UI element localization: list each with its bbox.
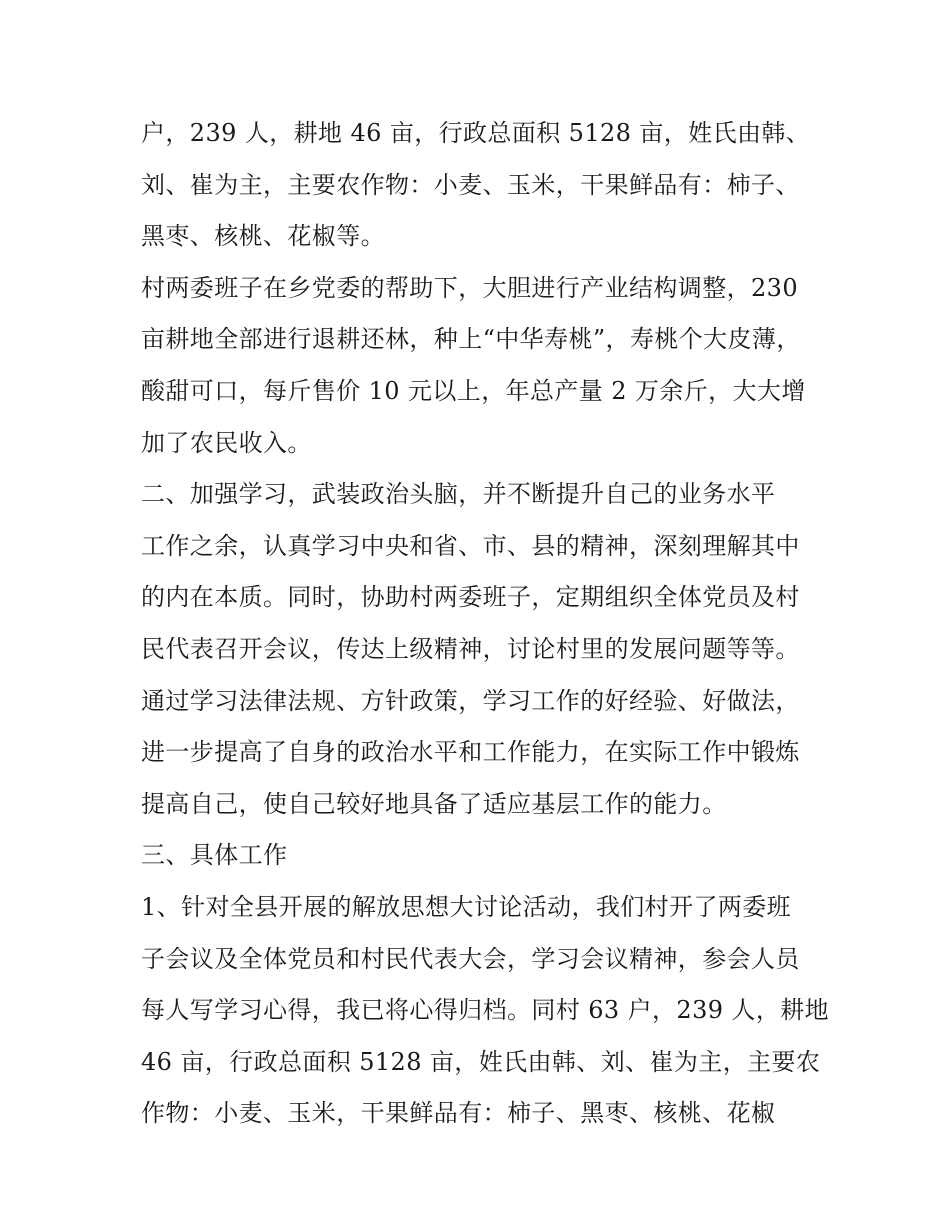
- text-line: 民代表召开会议，传达上级精神，讨论村里的发展问题等等。: [141, 634, 800, 663]
- text-line: 通过学习法律法规、方针政策，学习工作的好经验、好做法，: [141, 686, 800, 715]
- text-line: 提高自己，使自己较好地具备了适应基层工作的能力。: [141, 789, 727, 818]
- text-line: 1、针对全县开展的解放思想大讨论活动，我们村开了两委班: [141, 892, 792, 921]
- text-line: 子会议及全体党员和村民代表大会，学习会议精神，参会人员: [141, 944, 800, 973]
- document-body: [141, 108, 830, 1140]
- text-line: 46 亩，行政总面积 5128 亩，姓氏由韩、刘、崔为主，主要农: [141, 1047, 821, 1076]
- section-heading-3: 三、具体工作: [141, 841, 288, 870]
- text-line: 村两委班子在乡党委的帮助下，大胆进行产业结构调整，230: [141, 273, 799, 302]
- section-heading-2: 二、加强学习，武装政治头脑，并不断提升自己的业务水平: [141, 480, 776, 509]
- text-line: 作物：小麦、玉米，干果鲜品有：柿子、黑枣、核桃、花椒: [141, 1099, 776, 1128]
- text-line: 黑枣、核桃、花椒等。: [141, 222, 385, 251]
- text-line: 刘、崔为主，主要农作物：小麦、玉米，干果鲜品有：柿子、: [141, 170, 800, 199]
- text-line: 加了农民收入。: [141, 428, 312, 457]
- text-line: 每人写学习心得，我已将心得归档。同村 63 户，239 人，耕地: [141, 996, 830, 1025]
- text-line: 亩耕地全部进行退耕还林，种上“中华寿桃”，寿桃个大皮薄，: [141, 325, 801, 354]
- text-line: 的内在本质。同时，协助村两委班子，定期组织全体党员及村: [141, 583, 800, 612]
- text-line: 酸甜可口，每斤售价 10 元以上，年总产量 2 万余斤，大大增: [141, 376, 806, 405]
- text-line: 工作之余，认真学习中央和省、市、县的精神，深刻理解其中: [141, 531, 800, 560]
- text-line: 进一步提高了自身的政治水平和工作能力，在实际工作中锻炼: [141, 738, 800, 767]
- text-line: 户，239 人，耕地 46 亩，行政总面积 5128 亩，姓氏由韩、: [141, 119, 811, 147]
